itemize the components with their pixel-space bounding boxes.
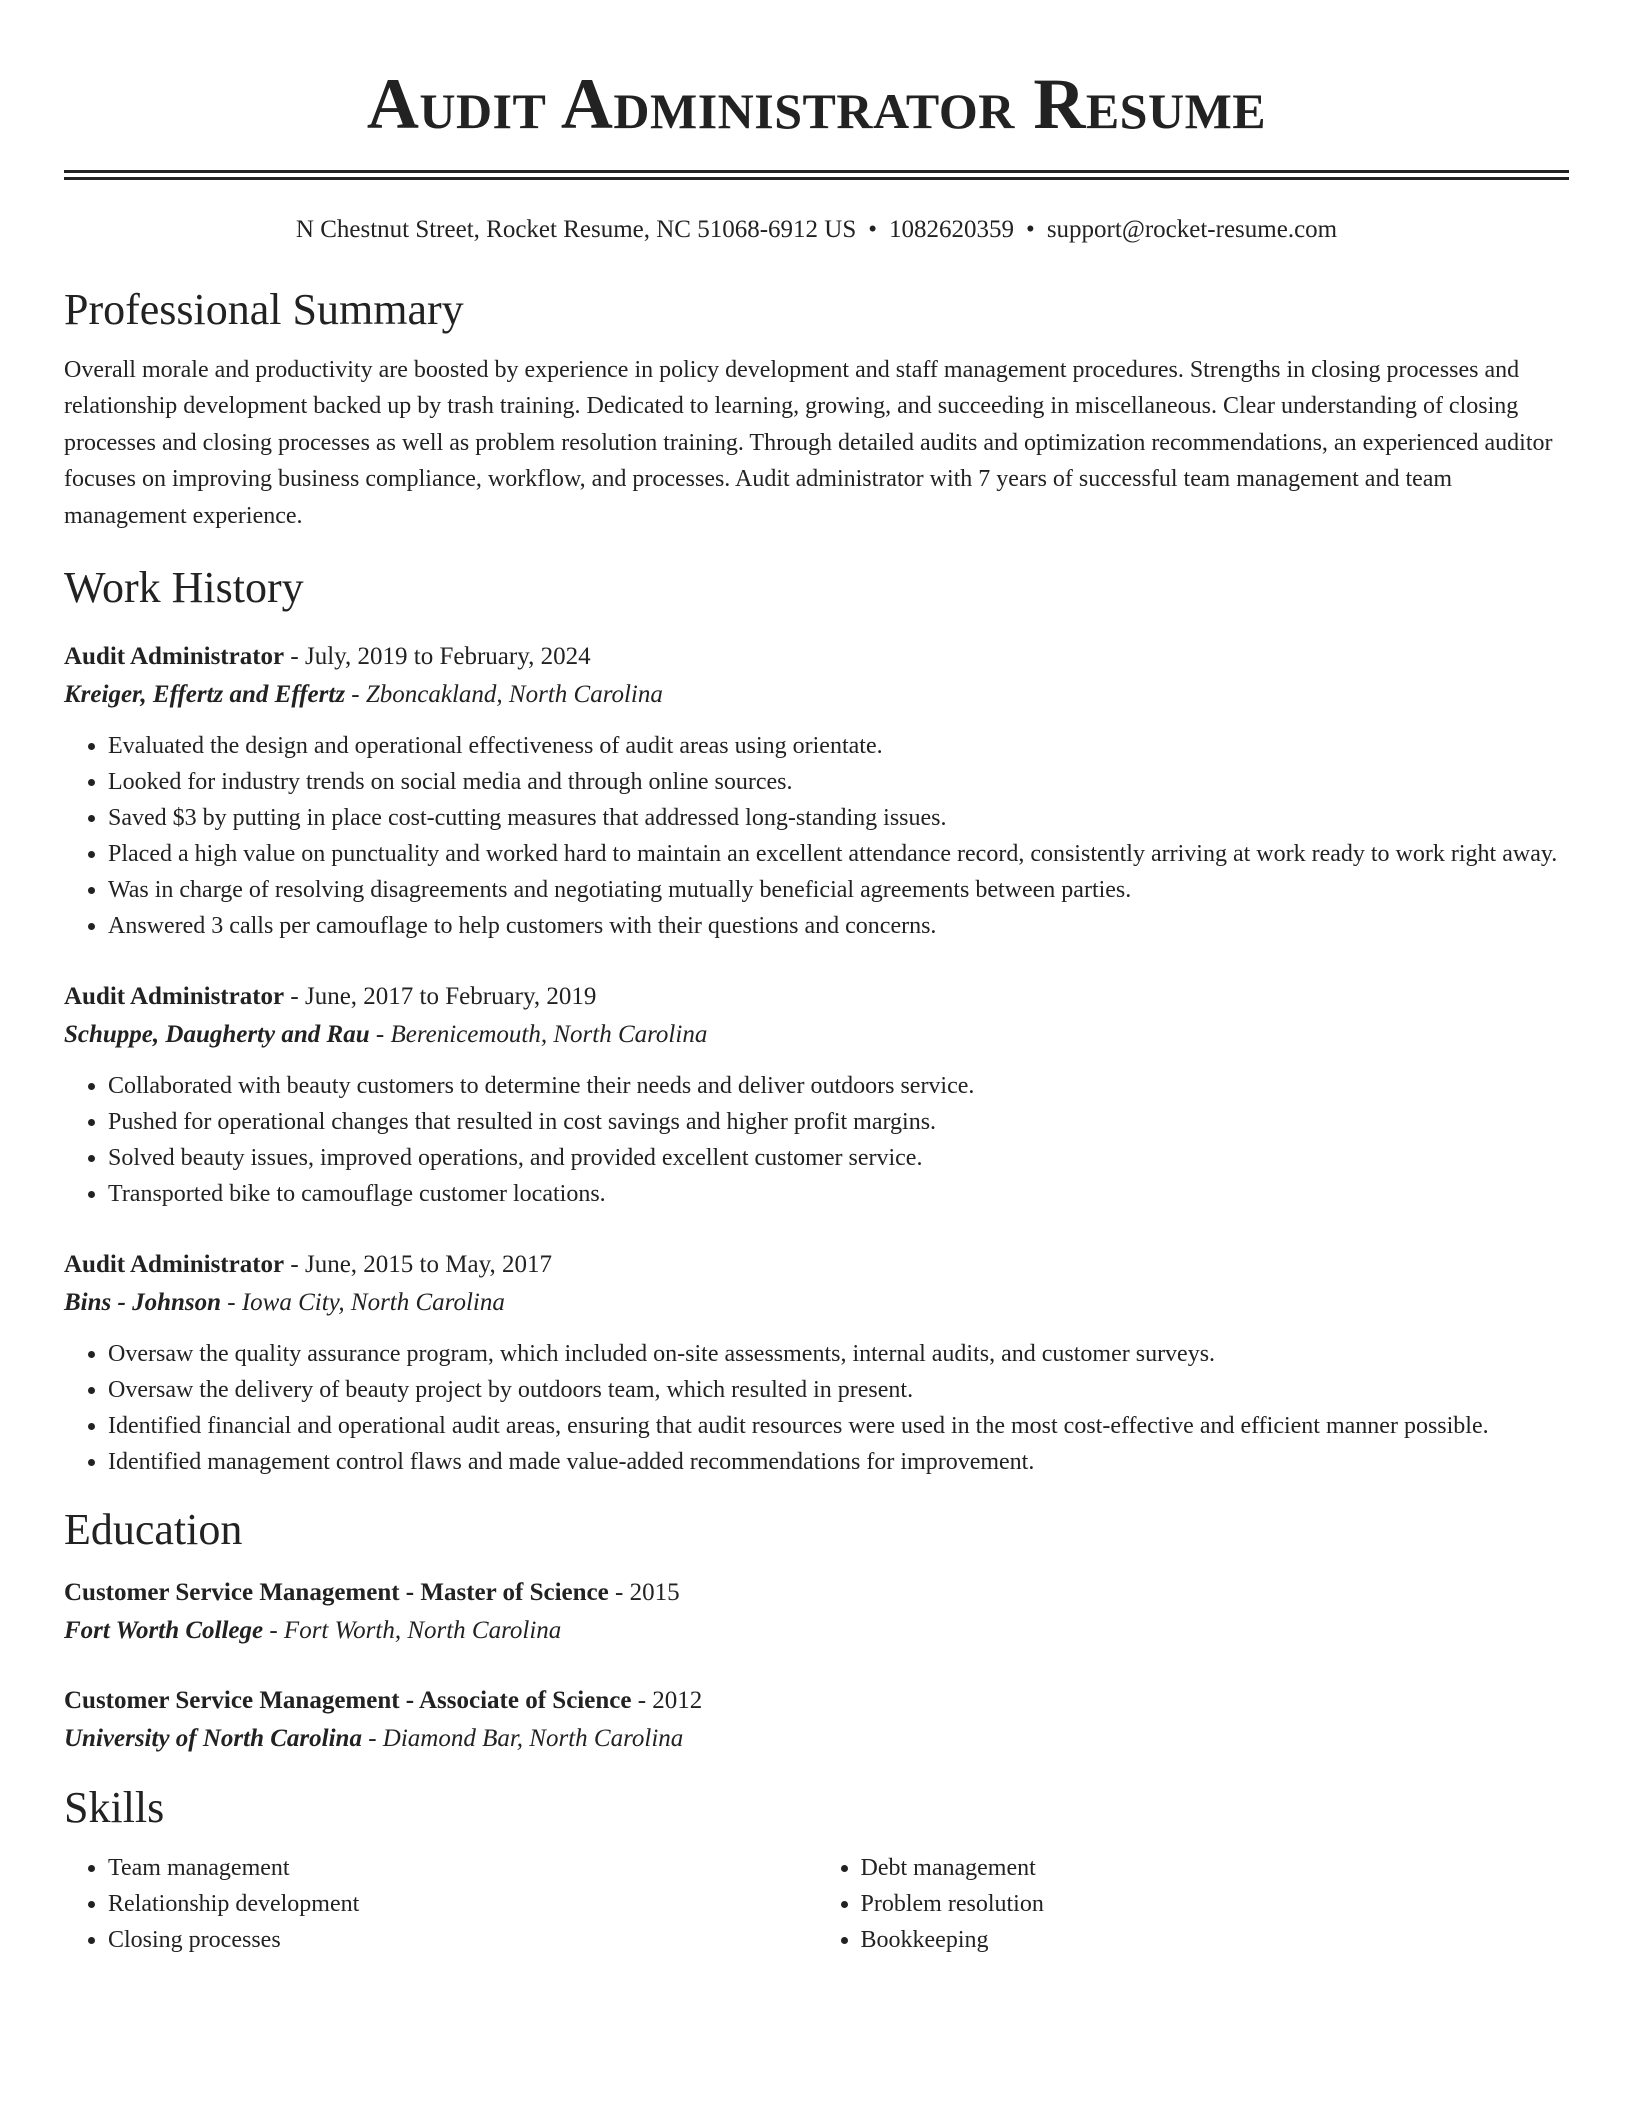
job-entry [64, 1246, 1569, 1480]
job-bullets [64, 728, 1569, 944]
list-item: • Oversaw the delivery of beauty project by outdoors team, which resulted in present. [108, 1372, 1569, 1408]
job-title: Audit Administrator [64, 983, 285, 1011]
employer-name: Schuppe, Daugherty and Rau [64, 1021, 370, 1049]
list-item: • Pushed for operational changes that resulted in cost savings and higher profit margins. [108, 1104, 1569, 1140]
degree-name: Customer Service Management - Master of Science [64, 1579, 609, 1607]
job-bullets [64, 1068, 1569, 1212]
list-item: • Identified financial and operational audit areas, ensuring that audit resources were used in the most cost-effective and efficient manner possible. [108, 1408, 1569, 1444]
school-name: Fort Worth College [64, 1617, 264, 1645]
school-location: - Fort Worth, North Carolina [263, 1617, 562, 1645]
list-item: • Looked for industry trends on social media and through online sources. [108, 764, 1569, 800]
employer-name: Kreiger, Effertz and Effertz [64, 681, 346, 709]
job-bullets [64, 1336, 1569, 1480]
contact-separator: • [1026, 216, 1035, 243]
degree-line [64, 1682, 1569, 1720]
contact-separator: • [868, 216, 878, 243]
skills-columns [64, 1850, 1569, 1958]
skill-item: • Debt management [861, 1850, 1570, 1886]
list-item: • Placed a high value on punctuality and worked hard to maintain an excellent attendance record, consistently arriving at work ready to work right away. [108, 836, 1569, 872]
skill-item: • Bookkeeping [861, 1922, 1570, 1958]
skills-list-right [817, 1850, 1570, 1958]
contact-address: N Chestnut Street, Rocket Resume, NC 51068-6912 US [295, 216, 857, 243]
employer-line [64, 1016, 1569, 1054]
job-title-line [64, 978, 1569, 1016]
skills-list-left [64, 1850, 817, 1958]
school-line [64, 1612, 1569, 1650]
list-item: • Solved beauty issues, improved operations, and provided excellent customer service. [108, 1140, 1569, 1176]
job-dates: - June, 2015 to May, 2017 [284, 1251, 552, 1279]
education-entry [64, 1574, 1569, 1650]
resume-title: Audit Administrator Resume [366, 64, 1267, 144]
list-item: • Evaluated the design and operational effectiveness of audit areas using orientate. [108, 728, 1569, 764]
school-location: - Diamond Bar, North Carolina [361, 1725, 684, 1753]
contact-phone: 1082620359 [889, 216, 1015, 243]
list-item: • Answered 3 calls per camouflage to help customers with their questions and concerns. [108, 908, 1569, 944]
employer-line [64, 1284, 1569, 1322]
list-item: • Oversaw the quality assurance program, which included on-site assessments, internal audits, and customer surveys. [108, 1336, 1569, 1372]
job-title-line [64, 638, 1569, 676]
graduation-year: - 2015 [608, 1579, 680, 1607]
list-item: • Transported bike to camouflage customer locations. [108, 1176, 1569, 1212]
employer-location: - Zboncakland, North Carolina [345, 681, 663, 709]
skill-item: • Problem resolution [861, 1886, 1570, 1922]
skills-heading: Skills [64, 1783, 165, 1833]
employer-line [64, 676, 1569, 714]
summary-text: Overall morale and productivity are boosted by experience in policy development and staff management procedures. Strengths in closing processes and relationship development backed up by trash training. Dedicated to learning, growing, and succeeding in miscellaneous. Clear understanding of closing processes and closing processes as well as problem resolution training. Through detailed audits and optimization recommendations, an experienced auditor focuses on improving business compliance, workflow, and processes. Audit administrator with 7 years of successful team management and team management experience. [64, 357, 1553, 529]
title-divider [64, 170, 1569, 180]
employer-location: - Iowa City, North Carolina [221, 1289, 505, 1317]
job-entry [64, 978, 1569, 1212]
resume-page [64, 0, 1569, 1958]
employer-location: - Berenicemouth, North Carolina [369, 1021, 708, 1049]
job-entry [64, 638, 1569, 944]
contact-line [64, 214, 1569, 246]
employer-name: Bins - Johnson [64, 1289, 222, 1317]
degree-name: Customer Service Management - Associate of Science [64, 1687, 632, 1715]
education-entry [64, 1682, 1569, 1758]
job-dates: - June, 2017 to February, 2019 [284, 983, 597, 1011]
list-item: • Collaborated with beauty customers to determine their needs and deliver outdoors service. [108, 1068, 1569, 1104]
list-item: • Was in charge of resolving disagreements and negotiating mutually beneficial agreements between parties. [108, 872, 1569, 908]
job-title: Audit Administrator [64, 1251, 285, 1279]
school-name: University of North Carolina [64, 1725, 362, 1753]
skill-item: • Closing processes [108, 1922, 817, 1958]
job-title-line [64, 1246, 1569, 1284]
degree-line [64, 1574, 1569, 1612]
school-line [64, 1720, 1569, 1758]
skill-item: • Relationship development [108, 1886, 817, 1922]
summary-heading: Professional Summary [64, 285, 464, 334]
education-heading: Education [64, 1505, 243, 1555]
list-item: • Saved $3 by putting in place cost-cutting measures that addressed long-standing issues. [108, 800, 1569, 836]
graduation-year: - 2012 [631, 1687, 703, 1715]
contact-email: support@rocket-resume.com [1046, 216, 1338, 243]
job-dates: - July, 2019 to February, 2024 [284, 643, 591, 671]
list-item: • Identified management control flaws and made value-added recommendations for improvement. [108, 1444, 1569, 1480]
job-title: Audit Administrator [64, 643, 285, 671]
work-history-heading: Work History [64, 563, 304, 613]
skill-item: • Team management [108, 1850, 817, 1886]
